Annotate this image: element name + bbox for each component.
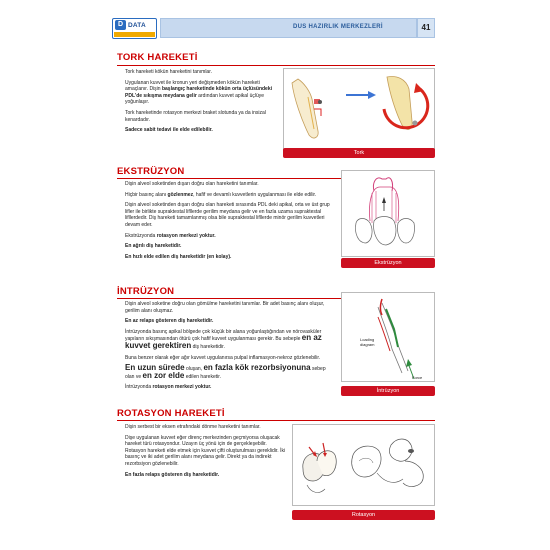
section-divider-tork [117, 65, 435, 66]
logo-word: DATA [128, 21, 146, 29]
rotasyon-caption: Rotasyon [292, 510, 435, 520]
intruzyon-figure [341, 292, 435, 382]
section-title-ekstruzyon: EKSTRÜZYON [117, 166, 185, 177]
rotasyon-text [125, 424, 287, 482]
tork-figure [283, 68, 435, 155]
intruzyon-illustration [342, 293, 434, 381]
ekstruzyon-p1: Dişin alveol soketinden dışarı doğru olan hareketini tanımlar. [125, 181, 259, 187]
intruzyon-caption: İntrüzyon [341, 386, 435, 396]
intruzyon-text [125, 301, 333, 395]
logo-letter: D [115, 20, 126, 30]
tork-illustration [284, 69, 434, 154]
ekstruzyon-figure [341, 170, 435, 257]
ekstruzyon-p2: Hiçbir basınç alanı gözlenmez, hafif ve devamlı kuvvetlerin uygulanması ile elde edilir. [125, 191, 317, 198]
tork-p4: Sadece sabit tedavi ile elde edilebilir. [125, 127, 213, 134]
tork-caption: Tork [283, 148, 435, 158]
intruzyon-p6: İntrüzyonda rotasyon merkezi yoktur. [125, 384, 212, 391]
tork-text [125, 69, 275, 138]
intruzyon-p5: En uzun sürede oluşan, en fazla kök rezorbsiyonuna sebep olan ve en zor elde edilen hareketir. [125, 363, 326, 380]
ekstruzyon-text [125, 181, 330, 264]
ekstruzyon-p5: En ağrılı diş hareketidir. [125, 243, 182, 250]
ekstruzyon-caption: Ekstrüzyon [341, 258, 435, 268]
section-divider-rotasyon [117, 420, 435, 421]
rotasyon-illustration [293, 425, 434, 505]
header-title: DUS HAZIRLIK MERKEZLERİ [293, 24, 383, 30]
tork-p2: Uygulanan kuvvet ile kronun yeri değişmeden kökün hareketi amaçlanır. Dişin başlangıç hareketinde kökün orta üçlüsündeki PDL'de sıkışma meydana gelir ardından kuvvet apikal üçlüye yoğunlaşır. [125, 79, 272, 106]
ekstruzyon-illustration [342, 171, 434, 256]
rotasyon-p2: Dişe uygulanan kuvvet eğer direnç merkezinden geçmiyorsa oluşacak hareket türü rotasyondur. Uzayın üç yönü için de gerçekleşebilir. Rotasyon hareketi elde etmek için kuvvet çifti oluşturulması gereklidir. İki basınç ve iki adet gerilim alanı meydana gelir. Direkt ya da indirekt rezorbsiyon gözlenebilir. [125, 434, 286, 467]
intruzyon-p4: Buna benzer olarak eğer ağır kuvvet uygulanırsa pulpal inflamasyon-nekroz gözlenebilir. [125, 354, 321, 361]
section-title-rotasyon: ROTASYON HAREKETİ [117, 408, 225, 419]
ekstruzyon-p6: En hızlı elde edilen diş hareketidir (en kolay). [125, 253, 232, 260]
intruzyon-p3: İntrüzyonda basınç apikal bölgede çok küçük bir alana yoğunlaştığından ve nörovasküler yapıların sıkışmasından ötürü çok hafif kuvvet uygulanması gerekir. Bu sebeple en az kuvvet gerektiren diş hareketidir. [125, 328, 322, 350]
ekstruzyon-p3: Dişin alveol soketinden dışarı doğru olan hareketi sırasında PDL deki apikal, orta ve üst grup lifler ile birlikte supraktestal lifllerde gerilim meydana gelir ve en fazla uzama supraktestal lifllerdedir. Diş hareketi tamamlanmış olsa bile supraktestal lifllerde minör gerilim kuvvetleri devam eder. [125, 202, 330, 228]
force-label: Force [412, 375, 423, 380]
data-logo [112, 18, 157, 39]
section-title-tork: TORK HAREKETİ [117, 52, 198, 63]
rotasyon-p1: Dişin serbest bir eksen etrafındaki dönme hareketini tanımlar. [125, 424, 261, 430]
tork-p3: Tork hareketinde rotasyon merkezi braket slotunda ya da insizal kenardadır. [125, 109, 266, 123]
ekstruzyon-p4: Ekstrüzyonda rotasyon merkezi yoktur. [125, 232, 216, 239]
intruzyon-p2: En az relaps gösteren diş hareketidir. [125, 318, 214, 325]
page-header [0, 0, 550, 46]
logo-strip [114, 32, 155, 37]
rotasyon-p3: En fazla relaps gösteren diş hareketidir. [125, 471, 220, 478]
section-title-intruzyon: İNTRÜZYON [117, 286, 175, 297]
tork-p1: Tork hareketi kökün hareketini tanımlar. [125, 69, 212, 75]
loading-diagram-label: Loading diagram [360, 337, 375, 347]
page-number: 41 [417, 18, 435, 38]
intruzyon-p1: Dişin alveol soketine doğru olan gömülme hareketini tanımlar. Bir adet basınç alanı oluşur, gerilim alanı oluşmaz. [125, 301, 325, 314]
rotasyon-figure [292, 424, 435, 506]
